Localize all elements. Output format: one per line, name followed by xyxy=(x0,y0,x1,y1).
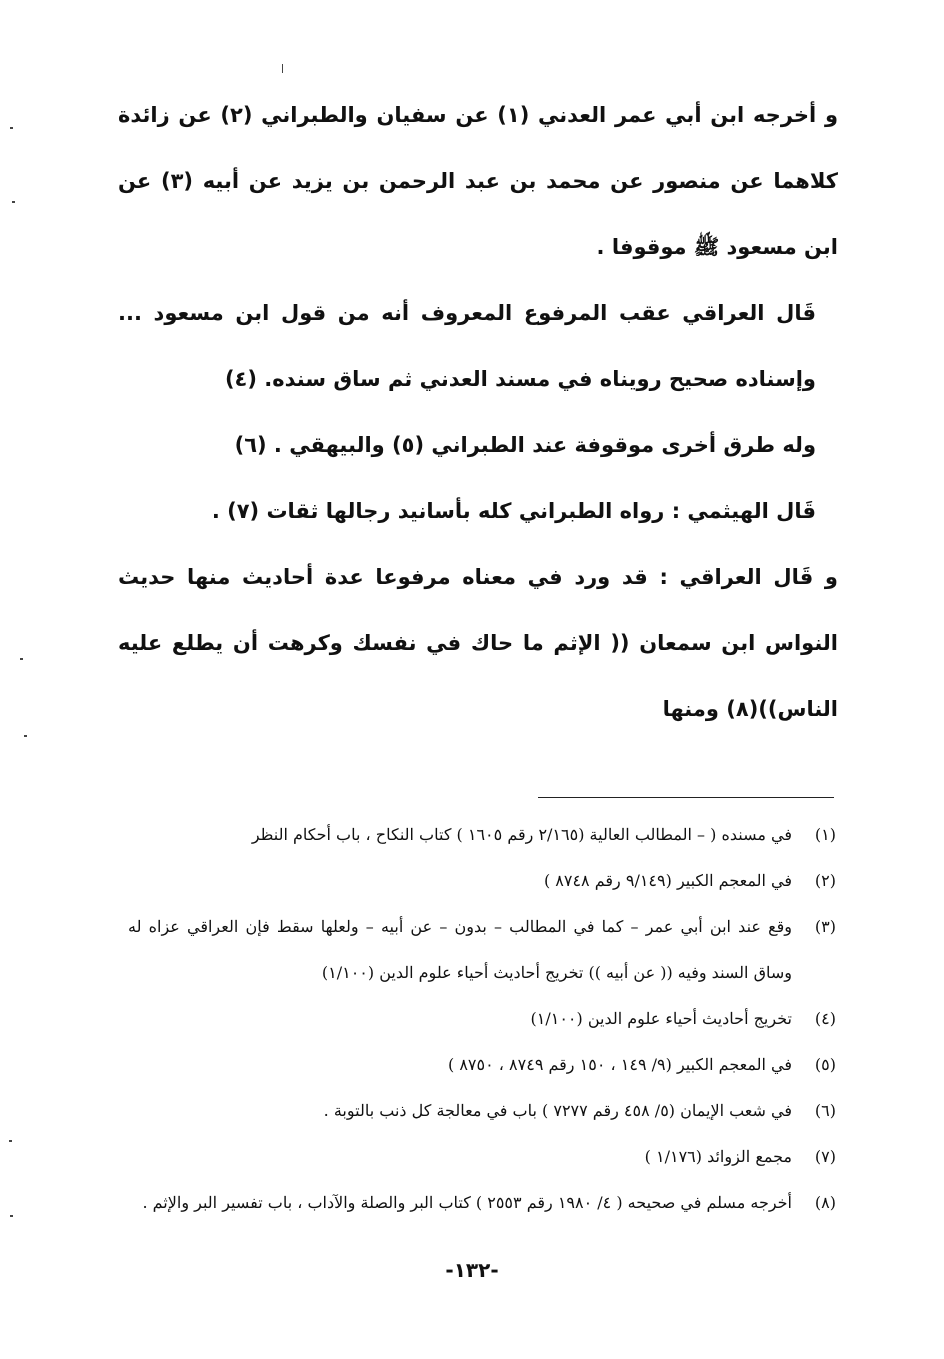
scan-speck xyxy=(20,658,23,660)
footnote-text: وقع عند ابن أبي عمر – كما في المطالب – بدون – عن أبيه – ولعلها سقط فإن العراقي عزاه له وساق السند وفيه (( عن أبيه )) تخريج أحاديث أحياء علوم الدين (١/١٠٠) xyxy=(128,917,793,982)
scan-speck xyxy=(24,735,27,737)
footnote-text: تخريج أحاديث أحياء علوم الدين (١/١٠٠) xyxy=(530,1009,792,1028)
footnote-text: في المعجم الكبير (٩/١٤٩ رقم ٨٧٤٨ ) xyxy=(543,871,792,890)
footnote-text: مجمع الزوائد (١/١٧٦ ) xyxy=(644,1147,792,1166)
paragraph-3: وله طرق أخرى موقوفة عند الطبراني (٥) والبيهقي . (٦) xyxy=(234,433,816,457)
paragraph-4: قَال الهيثمي : رواه الطبراني كله بأسانيد رجالها ثقات (٧) . xyxy=(211,499,816,523)
footnote-number: (٨) xyxy=(814,1193,836,1212)
footnote-text: في شعب الإيمان (٥/ ٤٥٨ رقم ٧٢٧٧ ) باب في معالجة كل ذنب بالتوبة . xyxy=(323,1101,792,1120)
footnote-item xyxy=(128,1134,836,1180)
scan-speck xyxy=(282,64,283,73)
footnote-text: في المعجم الكبير (٩/ ١٤٩ ، ١٥٠ رقم ٨٧٤٩ ، ٨٧٥٠ ) xyxy=(448,1055,792,1074)
footnote-item xyxy=(128,1042,836,1088)
scan-speck xyxy=(10,1215,13,1217)
footnote-item xyxy=(128,904,836,996)
footnote-number: (٧) xyxy=(814,1147,836,1166)
footnote-number: (٤) xyxy=(814,1009,836,1028)
scan-speck xyxy=(10,127,13,129)
footnote-item xyxy=(128,1180,836,1226)
page-number: -١٣٢- xyxy=(445,1258,499,1282)
main-body-text xyxy=(118,82,838,742)
footnote-item xyxy=(128,1088,836,1134)
footnote-number: (٣) xyxy=(814,917,836,936)
footnote-text: في مسنده ( – المطالب العالية (٢/١٦٥ رقم ١٦٠٥ ) كتاب النكاح ، باب أحكام النظر xyxy=(251,825,792,844)
scan-speck xyxy=(9,1140,12,1142)
footnote-number: (١) xyxy=(814,825,836,844)
footnote-item xyxy=(128,812,836,858)
paragraph-1: و أخرجه ابن أبي عمر العدني (١) عن سفيان والطبراني (٢) عن زائدة كلاهما عن منصور عن محمد بن عبد الرحمن بن يزيد عن أبيه (٣) عن ابن مسعود ﷺ موقوفا . xyxy=(118,103,839,259)
footnotes-section xyxy=(128,812,836,1226)
footnote-item xyxy=(128,858,836,904)
footnote-number: (٦) xyxy=(814,1101,836,1120)
footnote-number: (٢) xyxy=(814,871,836,890)
footnote-separator xyxy=(538,797,834,798)
footnote-number: (٥) xyxy=(814,1055,836,1074)
paragraph-5: و قَال العراقي : قد ورد في معناه مرفوعا عدة أحاديث منها حديث النواس ابن سمعان (( الإثم ما حاك في نفسك وكرهت أن يطلع عليه الناس))(٨) ومنها xyxy=(118,565,838,721)
paragraph-2: قَال العراقي عقب المرفوع المعروف أنه من قول ابن مسعود ... وإسناده صحيح رويناه في مسند العدني ثم ساق سنده. (٤) xyxy=(118,301,816,391)
scan-speck xyxy=(12,201,15,203)
footnote-item xyxy=(128,996,836,1042)
footnote-text: أخرجه مسلم في صحيحه ( ٤/ ١٩٨٠ رقم ٢٥٥٣ ) كتاب البر والصلة والآداب ، باب تفسير البر والإثم . xyxy=(142,1193,792,1212)
